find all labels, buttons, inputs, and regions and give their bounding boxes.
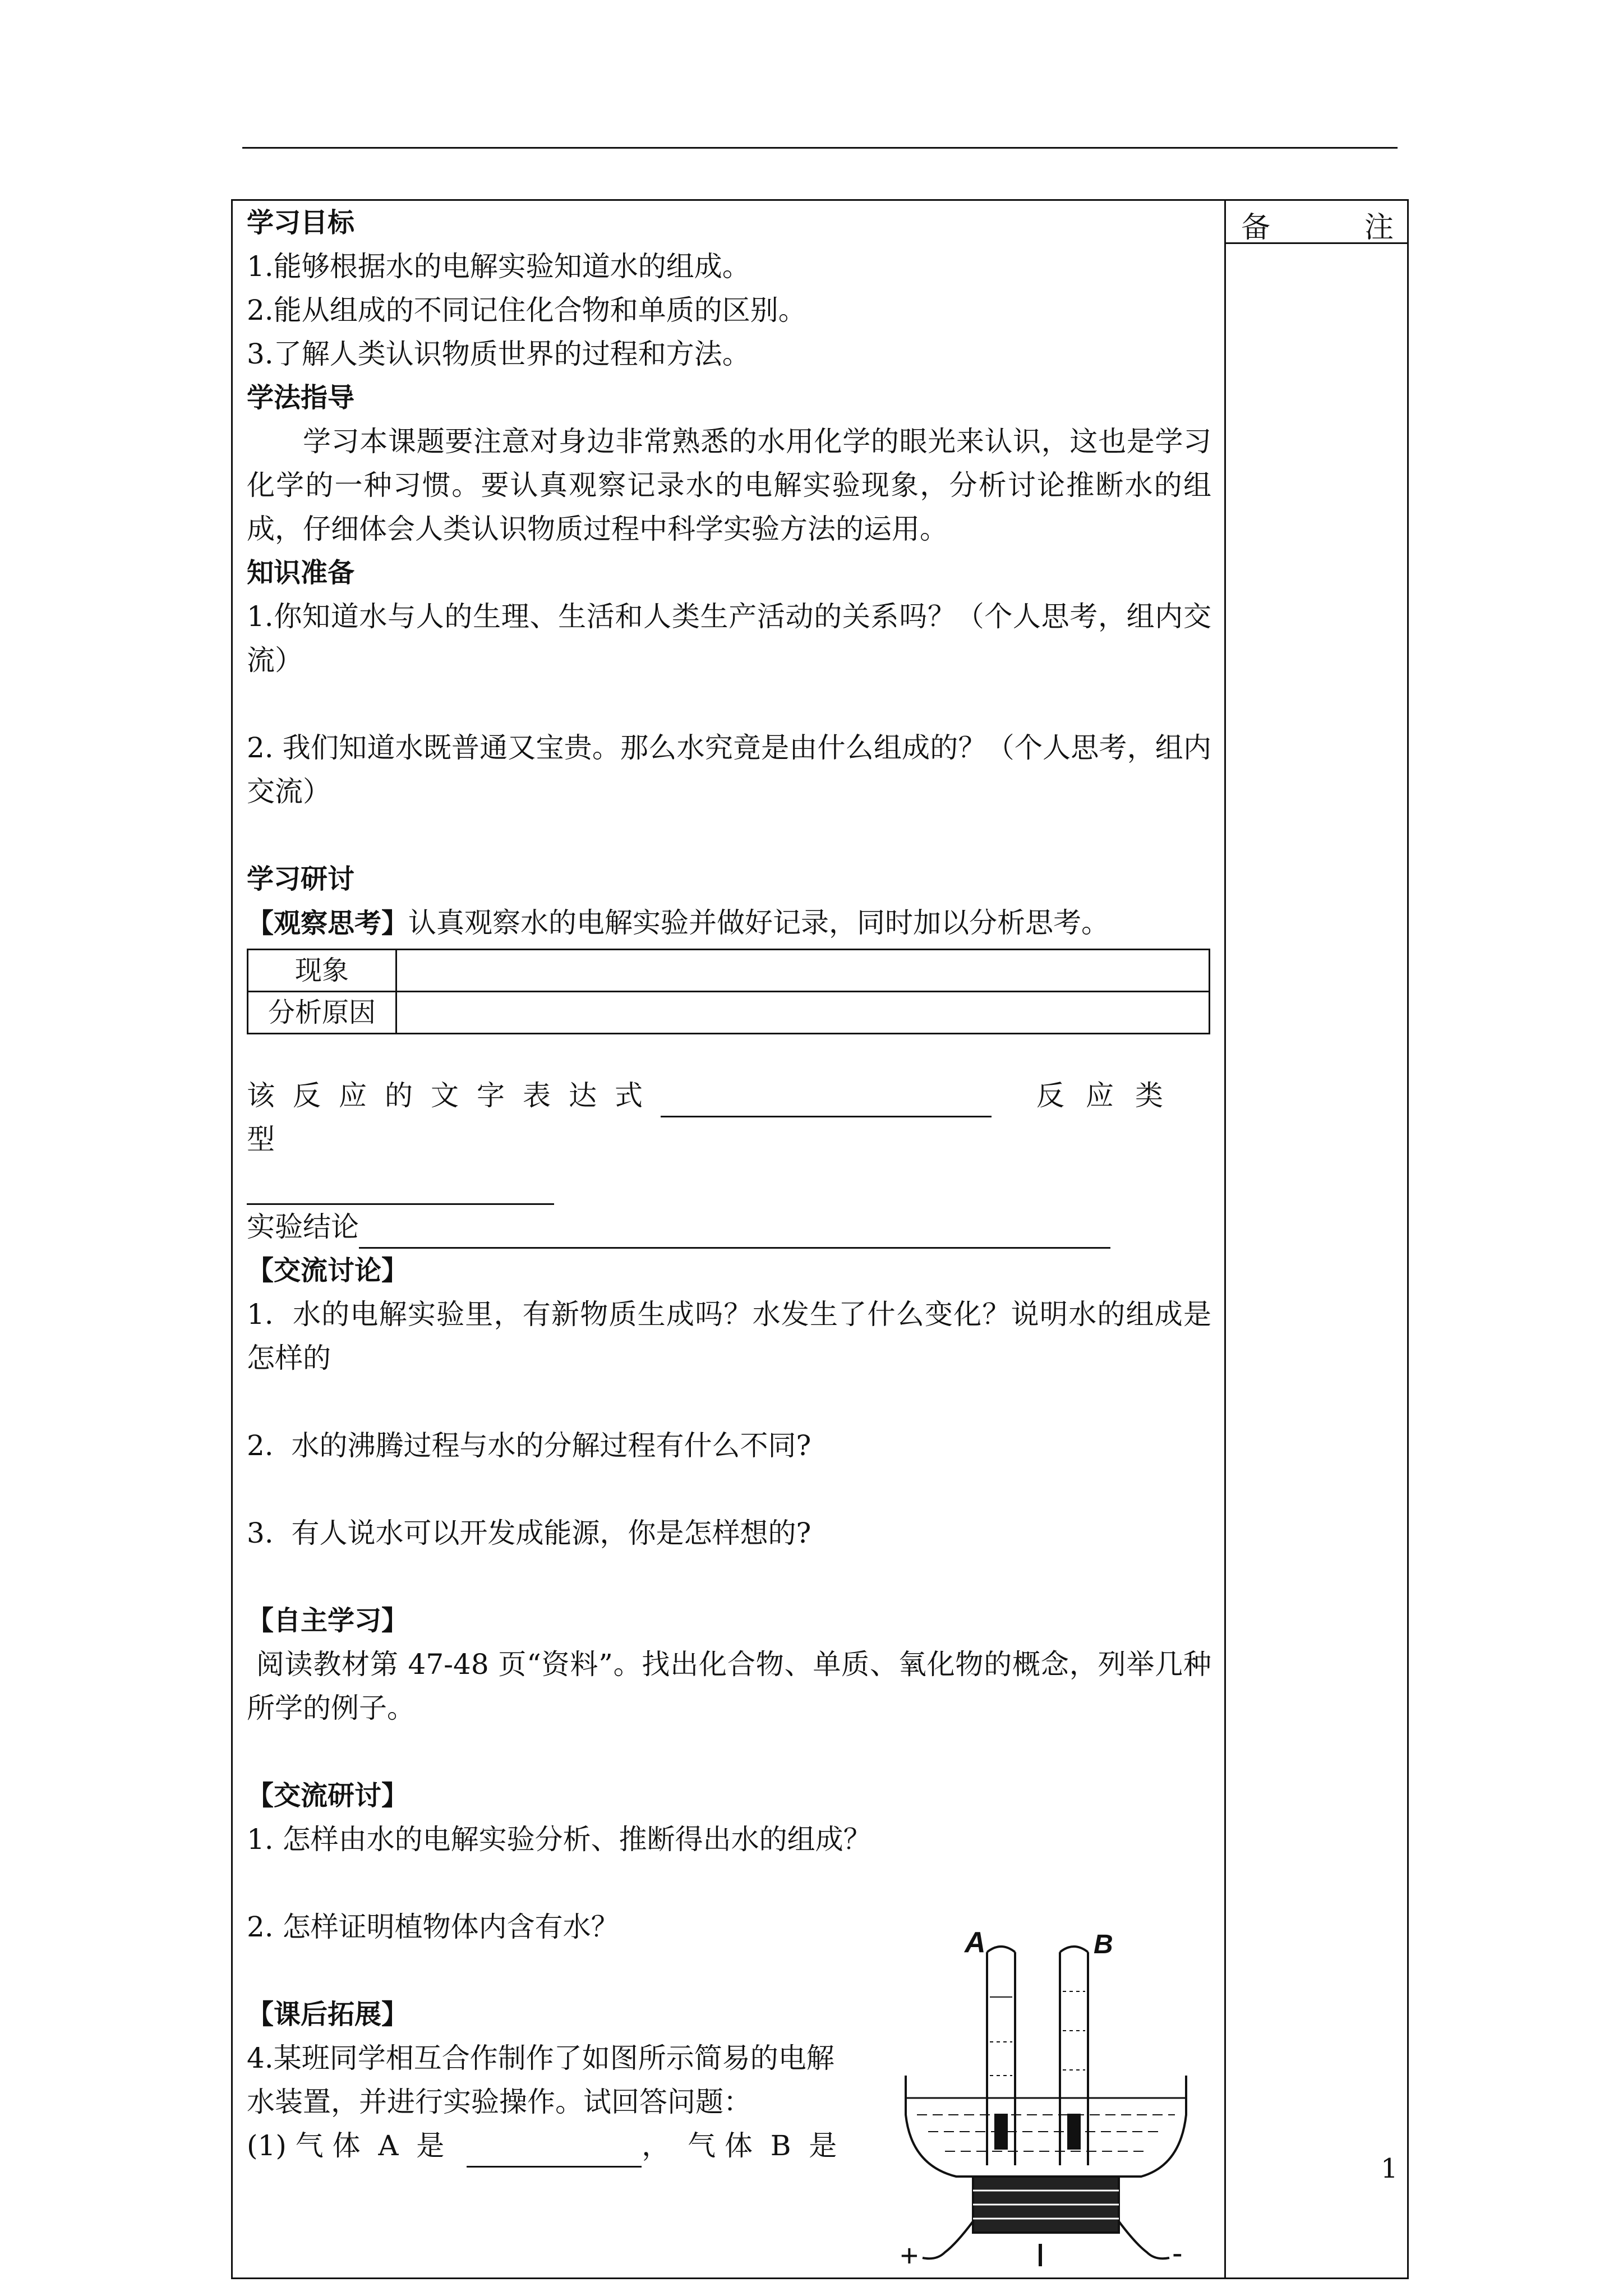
table-row (248, 950, 1210, 992)
reaction-type-blank[interactable] (247, 1170, 554, 1205)
reaction-type-blank-line (247, 1161, 1211, 1205)
observation-table (247, 949, 1210, 1034)
remark-column-header (1224, 199, 1409, 244)
conclusion-label: 实验结论 (247, 1211, 359, 1243)
objective-3: 3.了解人类认识物质世界的过程和方法。 (247, 338, 750, 370)
discussion-heading: 【交流讨论】 (247, 1255, 409, 1286)
observe-text: 认真观察水的电解实验并做好记录，同时加以分析思考。 (408, 907, 1110, 939)
table-row (248, 992, 1210, 1034)
remark-char-1: 备 (1241, 211, 1271, 245)
observe-line (247, 901, 1211, 945)
gas-a-label: (1) 气 体 A 是 (247, 2129, 445, 2162)
exchange-question-2: 2. 怎样证明植物体内含有水？ (247, 1911, 619, 1943)
self-study-text: 阅读教材第 47-48 页“资料”。找出化合物、单质、氧化物的概念，列举几种所学的例子。 (247, 1648, 1211, 1724)
expression-label: 该反应的文字表达式 (247, 1079, 661, 1112)
question-4-line-3 (247, 2124, 852, 2168)
discussion-question-2: 2. 水的沸腾过程与水的分解过程有什么不同? (247, 1429, 811, 1462)
page-number: 1 (1381, 2153, 1398, 2184)
exchange-question-1: 1. 怎样由水的电解实验分析、推断得出水的组成？ (247, 1823, 872, 1856)
question-4-line-2: 水装置，并进行实验操作。试回答问题： (247, 2086, 751, 2118)
label-minus: - (1172, 2235, 1183, 2270)
observe-tag: 【观察思考】 (247, 908, 409, 939)
method-heading: 学法指导 (247, 382, 355, 413)
remark-char-2: 注 (1364, 211, 1394, 245)
expression-line (247, 1074, 1211, 1161)
prep-heading: 知识准备 (247, 557, 355, 588)
analysis-answer-cell[interactable] (396, 992, 1210, 1034)
row-label-phenomenon: 现象 (248, 950, 396, 992)
prep-question-1: 1.你知道水与人的生理、生活和人类生产活动的关系吗？（个人思考，组内交流） (247, 600, 1211, 677)
electrolysis-apparatus-figure (889, 1930, 1203, 2272)
column-divider (1224, 199, 1226, 2279)
electrode-a (995, 2115, 1007, 2148)
method-text: 学习本课题要注意对身边非常熟悉的水用化学的眼光来认识，这也是学习化学的一种习惯。要认真观察记录水的电解实验现象，分析讨论推断水的组成，仔细体会人类认识物质过程中科学实验方法的运用。 (247, 425, 1211, 545)
self-study-heading: 【自主学习】 (247, 1605, 409, 1636)
discussion-question-3: 3. 有人说水可以开发成能源，你是怎样想的? (247, 1517, 811, 1549)
objectives-heading: 学习目标 (247, 207, 355, 238)
objective-2: 2.能从组成的不同记住化合物和单质的区别。 (247, 294, 806, 326)
phenomenon-answer-cell[interactable] (396, 950, 1210, 992)
gas-a-blank[interactable] (467, 2132, 642, 2168)
main-content (247, 201, 1211, 2168)
objective-1: 1.能够根据水的电解实验知道水的组成。 (247, 250, 750, 283)
expression-blank[interactable] (661, 1082, 992, 1117)
conclusion-blank[interactable] (359, 1213, 1110, 1249)
label-plus: + (900, 2238, 919, 2272)
prep-question-2: 2. 我们知道水既普通又宝贵。那么水究竟是由什么组成的？（个人思考，组内交流） (247, 731, 1211, 808)
gas-b-label: ， 气 体 B 是 (642, 2129, 837, 2162)
electrode-b (1068, 2115, 1080, 2148)
label-a: A (965, 1930, 986, 1959)
label-b: B (1094, 1930, 1113, 1959)
exchange-heading: 【交流研讨】 (247, 1780, 409, 1811)
wire-left (923, 2221, 973, 2258)
reaction-type-label: 反应类型 (247, 1079, 1184, 1156)
extension-heading: 【课后拓展】 (247, 1999, 409, 2030)
conclusion-line (247, 1205, 1211, 1249)
basin-outline (906, 2076, 1186, 2177)
discussion-question-1: 1. 水的电解实验里，有新物质生成吗？水发生了什么变化？说明水的组成是怎样的 (247, 1298, 1211, 1374)
header-rule (242, 147, 1398, 149)
wire-right (1119, 2221, 1169, 2258)
row-label-analysis: 分析原因 (248, 992, 396, 1034)
question-4-line-1: 4.某班同学相互合作制作了如图所示简易的电解 (247, 2042, 834, 2074)
study-heading: 学习研讨 (247, 863, 355, 895)
